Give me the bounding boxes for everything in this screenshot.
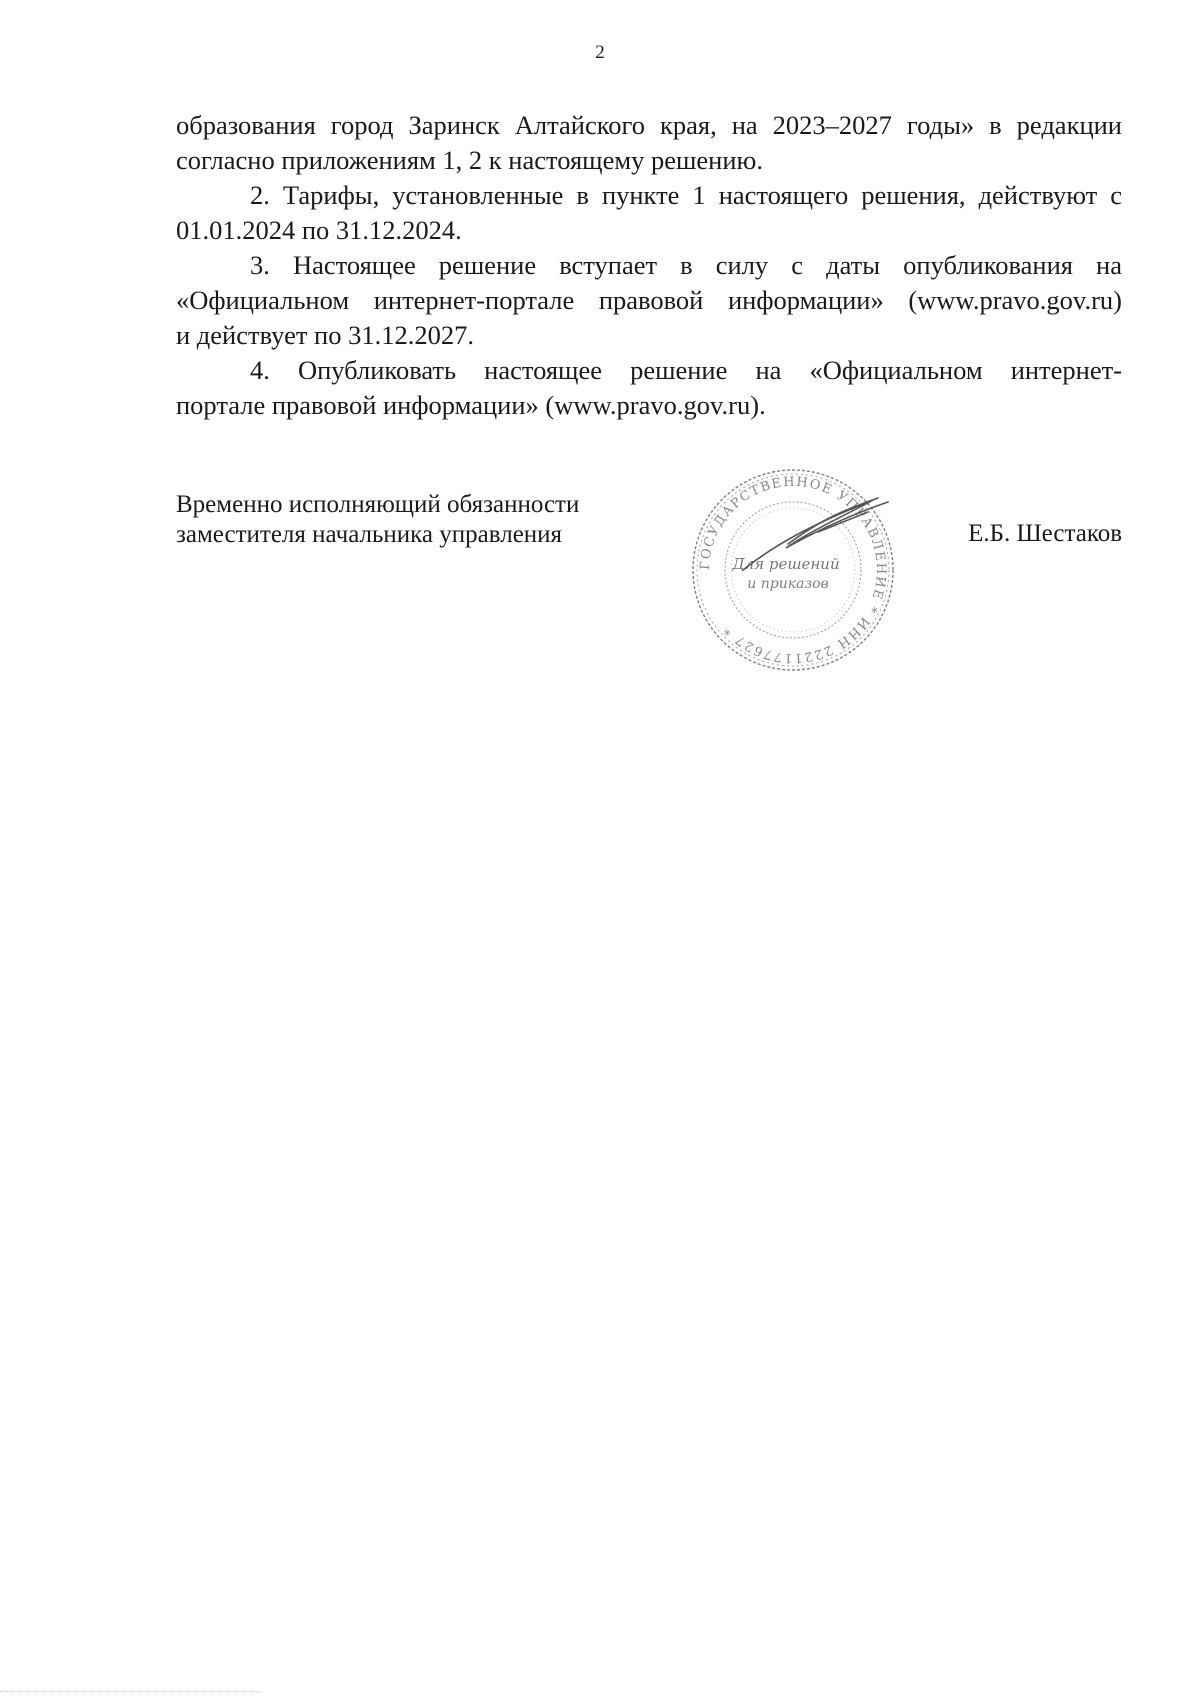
paragraph-1-line-1: образования город Заринск Алтайского края, на 2023–2027 годы» в редакции: [176, 110, 1122, 140]
signature-title-line-1: Временно исполняющий обязанности: [176, 491, 580, 518]
seal-center-line-2: и приказов: [747, 576, 829, 592]
seal-center-line-1: Для решений: [732, 555, 840, 573]
paragraph-2-line-1: 2. Тарифы, установленные в пункте 1 настоящего решения, действуют с: [250, 180, 1122, 210]
seal-ring-text: ГОСУДАРСТВЕННОЕ УПРАВЛЕНИЕ * ИНН 2221177627 *: [697, 474, 889, 666]
paragraph-4-line-1: 4. Опубликовать настоящее решение на «Официальном интернет-: [250, 355, 1122, 385]
signature-title-line-2: заместителя начальника управления: [176, 521, 563, 548]
page-number: 2: [595, 42, 605, 63]
official-seal: [668, 452, 918, 682]
paragraph-1-line-2: согласно приложениям 1, 2 к настоящему решению.: [176, 145, 763, 175]
paragraph-4-line-2: портале правовой информации» (www.pravo.gov.ru).: [176, 390, 766, 420]
scan-edge-noise: [0, 1691, 260, 1694]
paragraph-3-line-2: «Официальном интернет-портале правовой информации» (www.pravo.gov.ru): [176, 285, 1122, 315]
paragraph-3-line-3: и действует по 31.12.2027.: [176, 320, 474, 350]
document-body: [176, 108, 1122, 423]
signature-name: Е.Б. Шестаков: [968, 520, 1122, 547]
paragraph-2-line-2: 01.01.2024 по 31.12.2024.: [176, 215, 462, 245]
paragraph-3-line-1: 3. Настоящее решение вступает в силу с даты опубликования на: [250, 250, 1122, 280]
signature-title: [176, 490, 579, 550]
